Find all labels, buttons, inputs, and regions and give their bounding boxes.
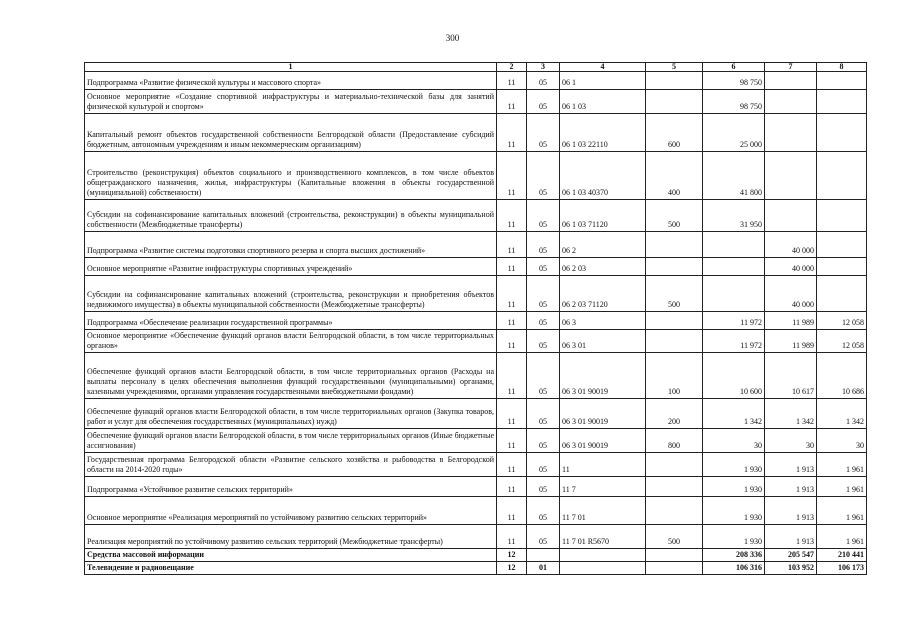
target-code-cell: 06 1 03	[560, 90, 646, 114]
subsection-code-cell: 05	[527, 353, 560, 399]
expense-type-cell: 800	[646, 429, 703, 453]
section-code-cell: 11	[497, 453, 527, 477]
row-name-cell: Основное мероприятие «Создание спортивной инфраструктуры и материально-технической базы для занятий физической культурой и спортом»	[85, 90, 497, 114]
expense-type-cell	[646, 330, 703, 353]
subsection-code-cell: 05	[527, 276, 560, 312]
section-code-cell: 11	[497, 497, 527, 525]
section-code-cell: 11	[497, 258, 527, 276]
amount-2021-cell	[817, 114, 867, 152]
section-code-cell: 12	[497, 549, 527, 562]
amount-2021-cell	[817, 258, 867, 276]
section-code-cell: 11	[497, 330, 527, 353]
amount-2020-cell: 1 913	[765, 453, 817, 477]
amount-2019-cell: 25 000	[703, 114, 765, 152]
header-row	[85, 63, 867, 72]
column-header: 5	[646, 63, 703, 72]
table-row	[85, 353, 867, 399]
row-name-cell: Подпрограмма «Обеспечение реализации государственной программы»	[85, 312, 497, 330]
row-name-cell: Подпрограмма «Устойчивое развитие сельских территорий»	[85, 477, 497, 497]
amount-2019-cell: 106 316	[703, 562, 765, 575]
amount-2021-cell: 1 961	[817, 525, 867, 549]
amount-2021-cell: 30	[817, 429, 867, 453]
table-row	[85, 90, 867, 114]
table-row	[85, 72, 867, 90]
table-row	[85, 453, 867, 477]
expense-type-cell	[646, 232, 703, 258]
amount-2020-cell: 40 000	[765, 232, 817, 258]
row-name-cell: Обеспечение функций органов власти Белгородской области, в том числе территориальных органов (Расходы на выплаты персоналу в целях обеспечения выполнения функций государственными (муниципальными) органами, казенными учреждениями, органами управления государственными внебюджетными фондами)	[85, 353, 497, 399]
target-code-cell: 11 7 01 R5670	[560, 525, 646, 549]
amount-2020-cell: 40 000	[765, 258, 817, 276]
amount-2019-cell: 11 972	[703, 330, 765, 353]
target-code-cell: 06 3 01 90019	[560, 429, 646, 453]
amount-2020-cell	[765, 152, 817, 200]
column-header: 7	[765, 63, 817, 72]
expense-type-cell	[646, 497, 703, 525]
row-name-cell: Средства массовой информации	[85, 549, 497, 562]
amount-2020-cell: 1 913	[765, 525, 817, 549]
amount-2021-cell	[817, 72, 867, 90]
expense-type-cell	[646, 562, 703, 575]
amount-2019-cell: 1 930	[703, 497, 765, 525]
target-code-cell: 06 2	[560, 232, 646, 258]
amount-2021-cell	[817, 232, 867, 258]
target-code-cell: 06 3 01	[560, 330, 646, 353]
target-code-cell: 11	[560, 453, 646, 477]
amount-2019-cell: 10 600	[703, 353, 765, 399]
section-code-cell: 11	[497, 525, 527, 549]
table-row	[85, 276, 867, 312]
column-header: 2	[497, 63, 527, 72]
amount-2020-cell: 10 617	[765, 353, 817, 399]
amount-2021-cell: 210 441	[817, 549, 867, 562]
amount-2021-cell	[817, 200, 867, 232]
amount-2021-cell: 10 686	[817, 353, 867, 399]
section-code-cell: 11	[497, 429, 527, 453]
expense-type-cell	[646, 477, 703, 497]
table-row	[85, 114, 867, 152]
section-code-cell: 11	[497, 90, 527, 114]
amount-2021-cell: 1 342	[817, 399, 867, 429]
column-header: 8	[817, 63, 867, 72]
target-code-cell: 06 1	[560, 72, 646, 90]
amount-2020-cell	[765, 90, 817, 114]
target-code-cell	[560, 562, 646, 575]
column-header: 6	[703, 63, 765, 72]
row-name-cell: Основное мероприятие «Обеспечение функций органов власти Белгородской области, в том числе территориальных органов»	[85, 330, 497, 353]
expense-type-cell	[646, 549, 703, 562]
amount-2019-cell: 41 800	[703, 152, 765, 200]
subsection-code-cell: 05	[527, 72, 560, 90]
section-code-cell: 11	[497, 353, 527, 399]
subsection-code-cell: 05	[527, 330, 560, 353]
expense-type-cell: 200	[646, 399, 703, 429]
target-code-cell: 06 3 01 90019	[560, 399, 646, 429]
target-code-cell: 06 2 03 71120	[560, 276, 646, 312]
amount-2019-cell: 1 930	[703, 453, 765, 477]
row-name-cell: Основное мероприятие «Реализация мероприятий по устойчивому развитию сельских территорий»	[85, 497, 497, 525]
expense-type-cell: 500	[646, 276, 703, 312]
subsection-code-cell: 05	[527, 525, 560, 549]
target-code-cell: 11 7	[560, 477, 646, 497]
target-code-cell: 06 3 01 90019	[560, 353, 646, 399]
total-row	[85, 562, 867, 575]
amount-2021-cell: 1 961	[817, 453, 867, 477]
total-row	[85, 549, 867, 562]
expense-type-cell	[646, 258, 703, 276]
subsection-code-cell: 05	[527, 258, 560, 276]
expense-type-cell: 500	[646, 525, 703, 549]
target-code-cell: 06 2 03	[560, 258, 646, 276]
amount-2021-cell	[817, 152, 867, 200]
expense-type-cell: 600	[646, 114, 703, 152]
subsection-code-cell: 05	[527, 312, 560, 330]
target-code-cell	[560, 549, 646, 562]
section-code-cell: 11	[497, 152, 527, 200]
amount-2020-cell: 40 000	[765, 276, 817, 312]
amount-2020-cell	[765, 200, 817, 232]
column-header: 4	[560, 63, 646, 72]
subsection-code-cell: 05	[527, 497, 560, 525]
expense-type-cell	[646, 90, 703, 114]
expense-type-cell	[646, 312, 703, 330]
row-name-cell: Реализация мероприятий по устойчивому развитию сельских территорий (Межбюджетные трансферты)	[85, 525, 497, 549]
amount-2020-cell	[765, 114, 817, 152]
row-name-cell: Телевидение и радиовещание	[85, 562, 497, 575]
section-code-cell: 11	[497, 200, 527, 232]
amount-2019-cell: 1 930	[703, 525, 765, 549]
column-header: 3	[527, 63, 560, 72]
expense-type-cell	[646, 72, 703, 90]
subsection-code-cell: 05	[527, 477, 560, 497]
amount-2020-cell: 1 342	[765, 399, 817, 429]
amount-2021-cell	[817, 276, 867, 312]
row-name-cell: Основное мероприятие «Развитие инфраструктуры спортивных учреждений»	[85, 258, 497, 276]
amount-2021-cell	[817, 90, 867, 114]
table-row	[85, 330, 867, 353]
amount-2021-cell: 12 058	[817, 330, 867, 353]
table-row	[85, 200, 867, 232]
section-code-cell: 11	[497, 399, 527, 429]
table-row	[85, 152, 867, 200]
table-row	[85, 258, 867, 276]
section-code-cell: 11	[497, 312, 527, 330]
row-name-cell: Подпрограмма «Развитие системы подготовки спортивного резерва и спорта высших достижений»	[85, 232, 497, 258]
section-code-cell: 11	[497, 276, 527, 312]
amount-2019-cell: 98 750	[703, 90, 765, 114]
expense-type-cell	[646, 453, 703, 477]
table-row	[85, 525, 867, 549]
amount-2019-cell: 1 930	[703, 477, 765, 497]
section-code-cell: 11	[497, 114, 527, 152]
amount-2020-cell: 30	[765, 429, 817, 453]
row-name-cell: Обеспечение функций органов власти Белгородской области, в том числе территориальных органов (Закупка товаров, работ и услуг для обеспечения государственных (муниципальных) нужд)	[85, 399, 497, 429]
amount-2019-cell: 30	[703, 429, 765, 453]
amount-2019-cell: 208 336	[703, 549, 765, 562]
subsection-code-cell: 05	[527, 429, 560, 453]
subsection-code-cell: 05	[527, 232, 560, 258]
subsection-code-cell: 05	[527, 90, 560, 114]
amount-2020-cell: 1 913	[765, 477, 817, 497]
amount-2020-cell: 11 989	[765, 330, 817, 353]
amount-2019-cell: 11 972	[703, 312, 765, 330]
subsection-code-cell: 05	[527, 399, 560, 429]
subsection-code-cell: 05	[527, 114, 560, 152]
table-row	[85, 232, 867, 258]
amount-2020-cell: 103 952	[765, 562, 817, 575]
target-code-cell: 11 7 01	[560, 497, 646, 525]
table-row	[85, 399, 867, 429]
amount-2021-cell: 106 173	[817, 562, 867, 575]
subsection-code-cell	[527, 549, 560, 562]
page-number: 300	[445, 33, 460, 43]
table-row	[85, 312, 867, 330]
amount-2019-cell	[703, 258, 765, 276]
section-code-cell: 12	[497, 562, 527, 575]
amount-2020-cell: 205 547	[765, 549, 817, 562]
subsection-code-cell: 05	[527, 453, 560, 477]
target-code-cell: 06 1 03 40370	[560, 152, 646, 200]
amount-2019-cell: 98 750	[703, 72, 765, 90]
subsection-code-cell: 01	[527, 562, 560, 575]
target-code-cell: 06 1 03 71120	[560, 200, 646, 232]
section-code-cell: 11	[497, 72, 527, 90]
amount-2019-cell: 31 950	[703, 200, 765, 232]
row-name-cell: Государственная программа Белгородской области «Развитие сельского хозяйства и рыбоводства в Белгородской области на 2014-2020 годы»	[85, 453, 497, 477]
row-name-cell: Обеспечение функций органов власти Белгородской области, в том числе территориальных органов (Иные бюджетные ассигнования)	[85, 429, 497, 453]
column-header: 1	[85, 63, 497, 72]
section-code-cell: 11	[497, 232, 527, 258]
row-name-cell: Субсидии на софинансирование капитальных вложений (строительства, реконструкции и приобретения объектов недвижимого имущества) в объекты муниципальной собственности (Межбюджетные трансферты)	[85, 276, 497, 312]
amount-2019-cell	[703, 276, 765, 312]
expense-type-cell: 100	[646, 353, 703, 399]
row-name-cell: Капитальный ремонт объектов государственной собственности Белгородской области (Предоставление субсидий бюджетным, автономным учреждениям и иным некоммерческим организациям)	[85, 114, 497, 152]
amount-2021-cell: 12 058	[817, 312, 867, 330]
amount-2020-cell: 1 913	[765, 497, 817, 525]
subsection-code-cell: 05	[527, 152, 560, 200]
subsection-code-cell: 05	[527, 200, 560, 232]
amount-2019-cell	[703, 232, 765, 258]
amount-2020-cell: 11 989	[765, 312, 817, 330]
amount-2020-cell	[765, 72, 817, 90]
expense-type-cell: 500	[646, 200, 703, 232]
row-name-cell: Подпрограмма «Развитие физической культуры и массового спорта»	[85, 72, 497, 90]
target-code-cell: 06 1 03 22110	[560, 114, 646, 152]
amount-2019-cell: 1 342	[703, 399, 765, 429]
row-name-cell: Субсидии на софинансирование капитальных вложений (строительства, реконструкции) в объекты муниципальной собственности (Межбюджетные трансферты)	[85, 200, 497, 232]
table-row	[85, 497, 867, 525]
target-code-cell: 06 3	[560, 312, 646, 330]
table-row	[85, 477, 867, 497]
table-row	[85, 429, 867, 453]
amount-2021-cell: 1 961	[817, 497, 867, 525]
expense-type-cell: 400	[646, 152, 703, 200]
budget-table	[84, 62, 867, 575]
row-name-cell: Строительство (реконструкция) объектов социального и производственного комплексов, в том числе объектов общегражданского назначения, жилья, инфраструктуры (Капитальные вложения в объекты государственной (муниципальной) собственности)	[85, 152, 497, 200]
amount-2021-cell: 1 961	[817, 477, 867, 497]
section-code-cell: 11	[497, 477, 527, 497]
